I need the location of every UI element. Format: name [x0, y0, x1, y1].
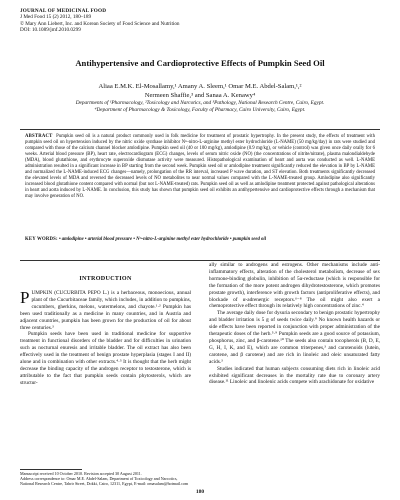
journal-issue: J Med Food 15 (2) 2012, 180–189	[20, 14, 92, 21]
keywords	[25, 237, 375, 243]
journal-name: JOURNAL OF MEDICINAL FOOD	[20, 8, 107, 14]
abstract-top-rule	[20, 129, 380, 130]
intro-lead-caps: UMPKIN (CUCURBITA PEPO L.)	[31, 290, 109, 296]
affiliations	[0, 100, 400, 113]
author-line-2: Nermeen Shaffie,³ and Sanaa A. Kenawy⁴	[144, 91, 256, 99]
keywords-terms: • amlodipine • arterial blood pressure • Nᴳ-nitro-L-arginine methyl ester hydrochloride • pumpkin seed oil	[58, 237, 267, 242]
drop-cap: P	[20, 288, 30, 307]
intro-paragraph-3: ally similar to androgens and estrogens. Other mechanisms include anti-inflammatory effects, alteration of the cholesterol metabolism, decrease of sex hormone-binding globulin, inhibition of 5α-reductase (which is responsible for the formation of the more potent androgen dihydrotestosterone, which promotes prostate growth), interference with growth factors (antiproliferative effects), and blockade of α-adrenergic receptors.⁶⁻⁸ The oil might also exert a chemoprotective effect through its relatively high concentrations of zinc.⁴	[209, 262, 380, 310]
author-line-1: Aliaa E.M.K. El-Mosallamy,¹ Amany A. Sleem,¹ Omar M.E. Abdel-Salam,¹,²	[98, 83, 302, 90]
footnote-rule	[20, 469, 82, 470]
footnotes	[20, 471, 191, 486]
journal-copyright: © Mary Ann Liebert, Inc. and Korean Society of Food Science and Nutrition	[20, 20, 180, 27]
right-column	[209, 262, 380, 386]
abstract-heading: ABSTRACT	[25, 134, 53, 139]
journal-doi: DOI: 10.1089/jmf.2010.0299	[20, 26, 81, 33]
affiliation-line-1: Departments of ¹Pharmacology, ²Toxicology and Narcotics, and ³Pathology, National Research Centre, Cairo, Egypt.	[75, 100, 325, 106]
intro-paragraph-1	[20, 290, 191, 331]
author-list	[0, 83, 400, 100]
abstract-text: Pumpkin seed oil is a natural product commonly used in folk medicine for treatment of prostatic hypertrophy. In the present study, the effects of treatment with pumpkin seed oil on hypertension induced by the nitric oxide synthase inhibitor Nᴳ-nitro-L-arginine methyl ester hydrochloride (L-NAME) (50 mg/kg/day) in rats were studied and compared with those of the calcium channel blocker amlodipine. Pumpkin seed oil (40 or 100 mg/kg), amlodipine (0.9 mg/kg), or vehicle (control) was given once daily orally for 6 weeks. Arterial blood pressure (BP), heart rate, electrocardiogram (ECG) changes, levels of serum nitric oxide (NO) (the concentrations of nitrite/nitrate), plasma malondialdehyde (MDA), blood glutathione, and erythrocyte superoxide dismutase activity were measured. Histopathological examination of heart and aorta was conducted as well. L-NAME administration resulted in a significant increase in BP starting from the second week. Pumpkin seed oil or amlodipine treatment significantly reduced the elevation in BP by L-NAME and normalized the L-NAME-induced ECG changes—namely, prolongation of the RR interval, increased P wave duration, and ST elevation. Both treatments significantly decreased the elevated levels of MDA and reversed the decreased levels of NO metabolites to near normal values compared with the L-NAME-treated group. Amlodipine also significantly increased blood glutathione content compared with normal (but not L-NAME-treated) rats. Pumpkin seed oil as well as amlodipine treatment protected against pathological alterations in heart and aorta induced by L-NAME. In conclusion, this study has shown that pumpkin seed oil exhibits an antihypertensive and cardioprotective effects through a mechanism that may involve generation of NO.	[25, 134, 376, 200]
article-title: Antihypertensive and Cardioprotective Effects of Pumpkin Seed Oil	[75, 58, 325, 68]
intro-p1-text: is a herbaceous, monoecious, annual plant of the Cucurbitaceae family, which includes, in addition to pumpkins, cucumbers, gherkins, melons, watermelons, and chayote.¹·² Pumpkin has been used traditionally as a medicine in many countries, and in Austria and adjacent countries, pumpkin has been grown for the production of oil for about three centuries.³	[20, 290, 191, 331]
intro-paragraph-5: Studies indicated that human subjects consuming diets rich in linoleic acid exhibited significant decreases in the mortality rate due to coronary artery disease.¹¹ Linoleic and linolenic acids compete with arachidonate for oxidative	[209, 365, 380, 386]
abstract-bottom-rule	[20, 260, 380, 261]
footnote-received: Manuscript received 10 October 2010. Revision accepted 30 August 2011.	[20, 471, 142, 476]
journal-header	[20, 8, 380, 33]
introduction-heading: INTRODUCTION	[79, 276, 132, 282]
keywords-heading: KEY WORDS:	[25, 237, 58, 242]
intro-paragraph-4: The average daily dose for dysuria secondary to benign prostatic hypertrophy and bladder irritation is 5 g of seeds twice daily.⁹ No known health hazards or side effects have been reported in conjunction with proper administration of the therapeutic doses of the herb.⁵·⁹ Pumpkin seeds are a good source of potassium, phosphorus, zinc, and β-carotene.¹⁰ The seeds also contain tocopherols (B, D, E, G, H, I, K, and E), which are common triterpenes,³ and carotenoids (lutein, carotene, and β carotene) and are rich in linoleic and oleic unsaturated fatty acids.³	[209, 310, 380, 365]
intro-paragraph-2: Pumpkin seeds have been used in traditional medicine for supportive treatment in functional disorders of the bladder and for difficulties in urination such as nocturnal enuresis and irritable bladder. The oil extract has also been effectively used in the treatment of benign prostate hyperplasia (stages I and II) alone and in combination with other extracts.⁴·⁵ It is thought that the herb might decrease the binding capacity of the androgen receptor to testosterone, which is attributable to the fact that pumpkin seeds contain phytosterols, which are structur-	[20, 331, 191, 386]
affiliation-line-2: ⁴Department of Pharmacology & Toxicology, Faculty of Pharmacy, Cairo University, Cairo, Egypt.	[94, 106, 306, 113]
page-number: 180	[195, 489, 205, 495]
left-column	[20, 290, 191, 387]
footnote-correspondence: Address correspondence to: Omar M.E. Abdel-Salam, Department of Toxicology and Narcotics, National Research Centre, Tahrir Street, Dokki, Cairo, 12311, Egypt, E-mail: omasalam@hotmail.com	[20, 476, 189, 486]
abstract	[25, 134, 375, 201]
